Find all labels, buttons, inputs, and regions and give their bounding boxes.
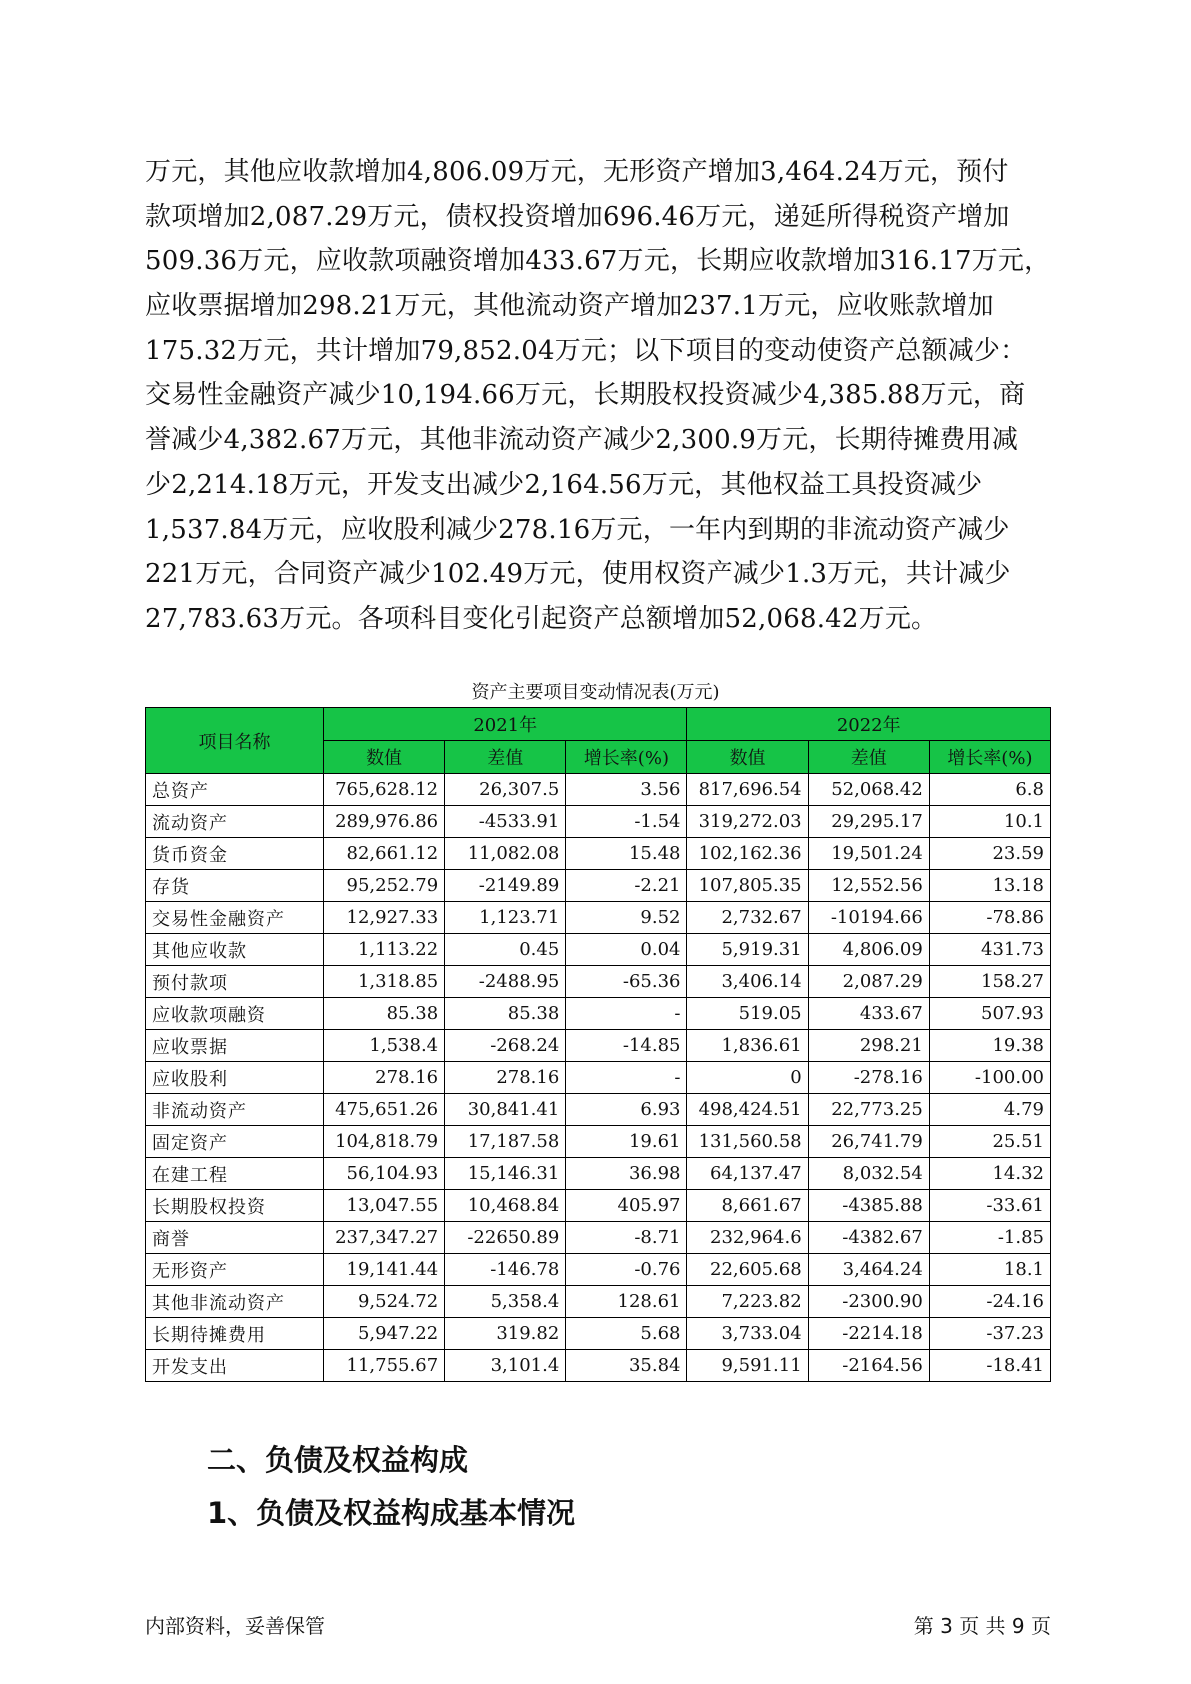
table-row [146, 1350, 1051, 1382]
subheader-diff: 差值 [445, 741, 566, 774]
diff-2022: -2214.18 [808, 1318, 929, 1350]
growth-2022: 507.93 [929, 998, 1050, 1030]
row-item-name: 在建工程 [146, 1158, 324, 1190]
table-row [146, 1318, 1051, 1350]
growth-2021: 128.61 [566, 1286, 687, 1318]
diff-2021: 85.38 [445, 998, 566, 1030]
table-row [146, 1030, 1051, 1062]
value-2022: 102,162.36 [687, 838, 808, 870]
value-2022: 64,137.47 [687, 1158, 808, 1190]
diff-2021: 319.82 [445, 1318, 566, 1350]
asset-change-table [145, 707, 1051, 1382]
row-item-name: 交易性金融资产 [146, 902, 324, 934]
subheader-growth: 增长率(%) [566, 741, 687, 774]
growth-2021: 15.48 [566, 838, 687, 870]
diff-2021: 1,123.71 [445, 902, 566, 934]
diff-2021: -2488.95 [445, 966, 566, 998]
table-row [146, 1222, 1051, 1254]
body-paragraph [145, 150, 1051, 642]
paragraph-line: 少2,214.18万元，开发支出减少2,164.56万元，其他权益工具投资减少 [145, 469, 983, 500]
value-2022: 519.05 [687, 998, 808, 1030]
growth-2022: -37.23 [929, 1318, 1050, 1350]
diff-2021: -268.24 [445, 1030, 566, 1062]
diff-2021: 0.45 [445, 934, 566, 966]
subheader-diff: 差值 [808, 741, 929, 774]
paragraph-line: 1,537.84万元，应收股利减少278.16万元，一年内到期的非流动资产减少 [145, 514, 1010, 545]
growth-2021: 0.04 [566, 934, 687, 966]
value-2022: 232,964.6 [687, 1222, 808, 1254]
diff-2022: -278.16 [808, 1062, 929, 1094]
row-item-name: 无形资产 [146, 1254, 324, 1286]
diff-2022: -2300.90 [808, 1286, 929, 1318]
table-row [146, 1254, 1051, 1286]
row-item-name: 货币资金 [146, 838, 324, 870]
paragraph-line: 誉减少4,382.67万元，其他非流动资产减少2,300.9万元，长期待摊费用减 [145, 425, 1019, 456]
value-2022: 131,560.58 [687, 1126, 808, 1158]
growth-2021: 6.93 [566, 1094, 687, 1126]
value-2022: 9,591.11 [687, 1350, 808, 1382]
diff-2021: 15,146.31 [445, 1158, 566, 1190]
growth-2022: 4.79 [929, 1094, 1050, 1126]
growth-2021: 9.52 [566, 902, 687, 934]
diff-2022: 298.21 [808, 1030, 929, 1062]
growth-2021: 36.98 [566, 1158, 687, 1190]
table-row [146, 1190, 1051, 1222]
value-2022: 817,696.54 [687, 774, 808, 806]
growth-2021: 35.84 [566, 1350, 687, 1382]
value-2021: 13,047.55 [323, 1190, 444, 1222]
diff-2022: 26,741.79 [808, 1126, 929, 1158]
value-2021: 82,661.12 [323, 838, 444, 870]
value-2021: 85.38 [323, 998, 444, 1030]
diff-2022: 12,552.56 [808, 870, 929, 902]
diff-2022: 8,032.54 [808, 1158, 929, 1190]
paragraph-line: 交易性金融资产减少10,194.66万元，长期股权投资减少4,385.88万元，商 [145, 380, 1026, 411]
paragraph-line: 万元，其他应收款增加4,806.09万元，无形资产增加3,464.24万元，预付 [145, 157, 1009, 187]
paragraph-line: 款项增加2,087.29万元，债权投资增加696.46万元，递延所得税资产增加 [145, 201, 1010, 232]
diff-2022: -4385.88 [808, 1190, 929, 1222]
value-2022: 319,272.03 [687, 806, 808, 838]
value-2022: 3,733.04 [687, 1318, 808, 1350]
row-item-name: 固定资产 [146, 1126, 324, 1158]
diff-2022: 52,068.42 [808, 774, 929, 806]
row-item-name: 应收股利 [146, 1062, 324, 1094]
header-year-2021: 2021年 [323, 708, 687, 741]
row-item-name: 应收票据 [146, 1030, 324, 1062]
growth-2022: 431.73 [929, 934, 1050, 966]
value-2022: 1,836.61 [687, 1030, 808, 1062]
value-2021: 765,628.12 [323, 774, 444, 806]
value-2021: 95,252.79 [323, 870, 444, 902]
diff-2022: 29,295.17 [808, 806, 929, 838]
diff-2022: 433.67 [808, 998, 929, 1030]
value-2021: 289,976.86 [323, 806, 444, 838]
growth-2022: -100.00 [929, 1062, 1050, 1094]
row-item-name: 预付款项 [146, 966, 324, 998]
table-row [146, 774, 1051, 806]
diff-2022: -4382.67 [808, 1222, 929, 1254]
diff-2021: -4533.91 [445, 806, 566, 838]
paragraph-line: 509.36万元，应收款项融资增加433.67万元，长期应收款增加316.17万元， [145, 246, 1051, 277]
diff-2021: 5,358.4 [445, 1286, 566, 1318]
header-item-name: 项目名称 [146, 708, 324, 774]
table-header-row [146, 708, 1051, 741]
footer-confidential-note: 内部资料，妥善保管 [145, 1614, 325, 1638]
value-2021: 278.16 [323, 1062, 444, 1094]
row-item-name: 总资产 [146, 774, 324, 806]
table-row [146, 806, 1051, 838]
value-2022: 2,732.67 [687, 902, 808, 934]
row-item-name: 应收款项融资 [146, 998, 324, 1030]
growth-2021: 405.97 [566, 1190, 687, 1222]
growth-2022: -1.85 [929, 1222, 1050, 1254]
table-body [146, 774, 1051, 1382]
value-2021: 475,651.26 [323, 1094, 444, 1126]
paragraph-line: 27,783.63万元。各项科目变化引起资产总额增加52,068.42万元。 [145, 603, 938, 634]
growth-2022: -78.86 [929, 902, 1050, 934]
section-heading: 二、负债及权益构成 [207, 1443, 469, 1477]
growth-2022: -24.16 [929, 1286, 1050, 1318]
growth-2022: 6.8 [929, 774, 1050, 806]
row-item-name: 开发支出 [146, 1350, 324, 1382]
diff-2021: 11,082.08 [445, 838, 566, 870]
growth-2022: -18.41 [929, 1350, 1050, 1382]
row-item-name: 商誉 [146, 1222, 324, 1254]
value-2021: 12,927.33 [323, 902, 444, 934]
subsection-heading: 1、负债及权益构成基本情况 [207, 1496, 576, 1530]
growth-2022: 23.59 [929, 838, 1050, 870]
row-item-name: 流动资产 [146, 806, 324, 838]
value-2021: 11,755.67 [323, 1350, 444, 1382]
table-row [146, 966, 1051, 998]
diff-2021: -2149.89 [445, 870, 566, 902]
growth-2021: -0.76 [566, 1254, 687, 1286]
table-row [146, 934, 1051, 966]
diff-2021: 10,468.84 [445, 1190, 566, 1222]
value-2021: 237,347.27 [323, 1222, 444, 1254]
growth-2022: 158.27 [929, 966, 1050, 998]
paragraph-line: 175.32万元，共计增加79,852.04万元；以下项目的变动使资产总额减少： [145, 335, 1027, 366]
value-2021: 19,141.44 [323, 1254, 444, 1286]
diff-2021: -146.78 [445, 1254, 566, 1286]
diff-2022: 2,087.29 [808, 966, 929, 998]
diff-2022: 3,464.24 [808, 1254, 929, 1286]
diff-2022: -2164.56 [808, 1350, 929, 1382]
subheader-value: 数值 [687, 741, 808, 774]
header-year-2022: 2022年 [687, 708, 1051, 741]
table-row [146, 838, 1051, 870]
value-2022: 498,424.51 [687, 1094, 808, 1126]
value-2022: 8,661.67 [687, 1190, 808, 1222]
growth-2022: 19.38 [929, 1030, 1050, 1062]
table-row [146, 870, 1051, 902]
growth-2021: -65.36 [566, 966, 687, 998]
growth-2021: 3.56 [566, 774, 687, 806]
value-2021: 1,538.4 [323, 1030, 444, 1062]
row-item-name: 长期股权投资 [146, 1190, 324, 1222]
table-caption: 资产主要项目变动情况表(万元) [471, 682, 720, 703]
diff-2022: 19,501.24 [808, 838, 929, 870]
diff-2022: 4,806.09 [808, 934, 929, 966]
table-row [146, 1062, 1051, 1094]
table-row [146, 1126, 1051, 1158]
row-item-name: 非流动资产 [146, 1094, 324, 1126]
value-2021: 104,818.79 [323, 1126, 444, 1158]
diff-2021: -22650.89 [445, 1222, 566, 1254]
row-item-name: 存货 [146, 870, 324, 902]
table-row [146, 998, 1051, 1030]
growth-2021: -1.54 [566, 806, 687, 838]
diff-2021: 3,101.4 [445, 1350, 566, 1382]
row-item-name: 其他应收款 [146, 934, 324, 966]
value-2021: 56,104.93 [323, 1158, 444, 1190]
diff-2021: 17,187.58 [445, 1126, 566, 1158]
value-2021: 5,947.22 [323, 1318, 444, 1350]
value-2022: 107,805.35 [687, 870, 808, 902]
diff-2021: 30,841.41 [445, 1094, 566, 1126]
growth-2021: -14.85 [566, 1030, 687, 1062]
growth-2021: 19.61 [566, 1126, 687, 1158]
diff-2022: 22,773.25 [808, 1094, 929, 1126]
value-2022: 5,919.31 [687, 934, 808, 966]
paragraph-line: 221万元，合同资产减少102.49万元，使用权资产减少1.3万元，共计减少 [145, 559, 1011, 590]
diff-2021: 26,307.5 [445, 774, 566, 806]
diff-2021: 278.16 [445, 1062, 566, 1094]
growth-2022: 18.1 [929, 1254, 1050, 1286]
footer-page-number: 第 3 页 共 9 页 [913, 1614, 1051, 1638]
growth-2022: -33.61 [929, 1190, 1050, 1222]
growth-2021: 5.68 [566, 1318, 687, 1350]
value-2022: 22,605.68 [687, 1254, 808, 1286]
paragraph-line: 应收票据增加298.21万元，其他流动资产增加237.1万元，应收账款增加 [145, 291, 994, 322]
table-row [146, 1094, 1051, 1126]
growth-2021: - [566, 1062, 687, 1094]
row-item-name: 其他非流动资产 [146, 1286, 324, 1318]
value-2021: 1,318.85 [323, 966, 444, 998]
growth-2022: 13.18 [929, 870, 1050, 902]
value-2022: 7,223.82 [687, 1286, 808, 1318]
value-2021: 1,113.22 [323, 934, 444, 966]
growth-2021: - [566, 998, 687, 1030]
growth-2021: -8.71 [566, 1222, 687, 1254]
row-item-name: 长期待摊费用 [146, 1318, 324, 1350]
subheader-value: 数值 [323, 741, 444, 774]
value-2022: 3,406.14 [687, 966, 808, 998]
table-row [146, 902, 1051, 934]
diff-2022: -10194.66 [808, 902, 929, 934]
growth-2021: -2.21 [566, 870, 687, 902]
growth-2022: 10.1 [929, 806, 1050, 838]
value-2021: 9,524.72 [323, 1286, 444, 1318]
growth-2022: 25.51 [929, 1126, 1050, 1158]
growth-2022: 14.32 [929, 1158, 1050, 1190]
subheader-growth: 增长率(%) [929, 741, 1050, 774]
value-2022: 0 [687, 1062, 808, 1094]
table-row [146, 1286, 1051, 1318]
table-row [146, 1158, 1051, 1190]
